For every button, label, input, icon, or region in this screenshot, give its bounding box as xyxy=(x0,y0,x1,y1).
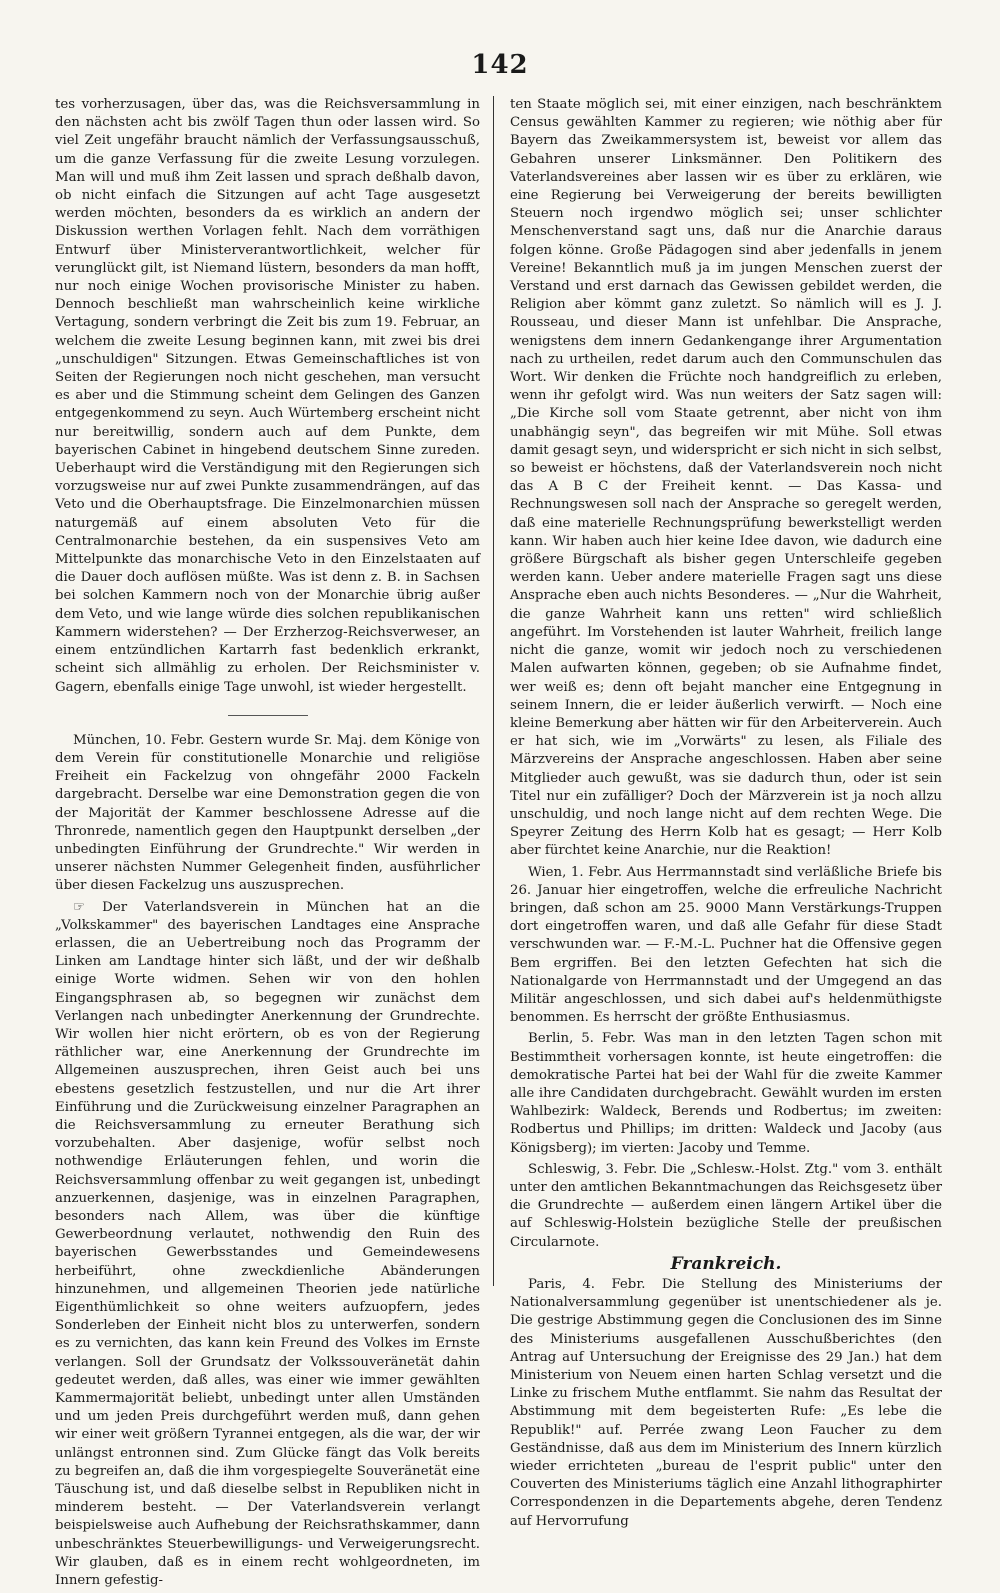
separator-rule xyxy=(228,715,308,716)
column-divider xyxy=(493,96,494,1286)
article-vaterlandsverein: ☞ Der Vaterlandsverein in München hat an die „Volkskammer" des bayerischen Landtages eine Ansprache erlassen, die an Uebertreibung noch das Programm der Linken am Landtage hinter sich läßt, und der wir deßhalb einige Worte widmen. Sehen wir von den hohlen Eingangsphrasen ab, so begegnen wir zunächst dem Verlangen nach unbedingter Anerkennung der Grundrechte. Wir wollen hier nicht erörtern, ob es von der Regierung räthlicher war, eine Anerkennung der Grundrechte im Allgemeinen auszusprechen, ihren Geist auch bei uns ebestens gesetzlich festzustellen, und nur die Art ihrer Einführung und die Zurückweisung einzelner Paragraphen an die Reichsversammlung zu erneuter Berathung sich vorzubehalten. Aber dasjenige, wofür selbst noch nothwendige Erläuterungen fehlen, und worin die Reichsversammlung offenbar zu weit gegangen ist, unbedingt anzuerkennen, dasjenige, was in einzelnen Paragraphen, besonders nach Allem, was über die künftige Gewerbeordnung verlautet, nothwendig den Ruin des bayerischen Gewerbsstandes und Gemeindewesens herbeiführt, ohne zweckdienliche Abänderungen hinzunehmen, und allgemeinen Theorien jede natürliche Eigenthümlichkeit so ohne weiters aufzuopfern, jedes Sonderleben der Einheit nicht blos zu unterwerfen, sondern es zu vernichten, das kann kein Freund des Volkes im Ernste verlangen. Soll der Grundsatz der Volkssouveränetät dahin gedeutet werden, daß alles, was einer wie immer gewählten Kammermajorität beliebt, unbedingt unter allen Umständen und um jeden Preis durchgeführt werden muß, dann gehen wir einer weit größern Tyrannei entgegen, als die war, der wir unlängst entronnen sind. Zum Glücke fängt das Volk bereits zu begreifen an, daß die ihm vorgespiegelte Souveränetät eine Täuschung ist, und daß dieselbe selbst in Republiken nicht in minderem besteht. — Der Vaterlandsverein verlangt beispielsweise auch Aufhebung der Reichsrathskammer, dann unbeschränktes Steuerbewilligungs- und Verweigerungsrecht. Wir glauben, daß es in einem recht wohlgeordneten, im Innern gefestig- xyxy=(55,899,480,1589)
article-continuation: tes vorherzusagen, über das, was die Reichsversammlung in den nächsten acht bis zwölf Tagen thun oder lassen wird. So viel Zeit ungefähr braucht nämlich der Verfassungsausschuß, um die ganze Verfassung für die zweite Lesung vorzulegen. Man will und muß ihm Zeit lassen und sprach deßhalb davon, ob nicht einfach die Sitzungen auf acht Tage ausgesetzt werden möchten, besonders da es wirklich an andern der Diskussion werthen Vorlagen fehlt. Nach dem vorräthigen Entwurf über Ministerverantwortlichkeit, welcher für verunglückt gilt, ist Niemand lüstern, besonders da man hofft, nur noch einige Wochen provisorische Minister zu haben. Dennoch beschließt man wahrscheinlich keine wirkliche Vertagung, sondern verbringt die Zeit bis zum 19. Februar, an welchem die zweite Lesung beginnen kann, mit zwei bis drei „unschuldigen" Sitzungen. Etwas Gemeinschaftliches ist von Seiten der Regierungen noch nicht geschehen, man versucht es aber und die Stimmung scheint dem Gelingen des Ganzen entgegenkommend zu seyn. Auch Würtemberg erscheint nicht nur bereitwillig, sondern auch auf dem Punkte, dem bayerischen Cabinet in hingebend deutschem Sinne zureden. Ueberhaupt wird die Verständigung mit den Regierungen sich vorzugsweise nur auf zwei Punkte zusammendrängen, auf das Veto und die Oberhauptsfrage. Die Einzelmonarchien müssen naturgemäß auf einem absoluten Veto für die Centralmonarchie bestehen, da ein suspensives Veto am Mittelpunkte das monarchische Veto in den Einzelstaaten auf die Dauer doch auflösen müßte. Was ist denn z. B. in Sachsen bei solchen Kammern noch von der Monarchie übrig außer dem Veto, und wie lange würde dies solchen republikanischen Kammern widerstehen? — Der Erzherzog-Reichsverweser, an einem entzündlichen Kartarrh fast bedenklich erkrankt, scheint sich allmählig zu erholen. Der Reichsminister v. Gagern, ebenfalls einige Tage unwohl, ist wieder hergestellt. xyxy=(55,97,480,695)
left-column xyxy=(55,96,480,1593)
article-munich: München, 10. Febr. Gestern wurde Sr. Maj. dem Könige von dem Verein für constitutionelle Monarchie und religiöse Freiheit ein Fackelzug von ohngefähr 2000 Fackeln dargebracht. Derselbe war eine Demonstration gegen die von der Majorität der Kammer beschlossene Adresse auf die Thronrede, namentlich gegen den Hauptpunkt derselben „der unbedingten Einführung der Grundrechte." Wir werden in unserer nächsten Nummer Gelegenheit finden, ausführlicher über diesen Fackelzug uns auszusprechen. xyxy=(55,732,480,894)
section-heading-france: Frankreich. xyxy=(670,1253,782,1274)
page-number: 142 xyxy=(471,50,529,80)
article-berlin: Berlin, 5. Febr. Was man in den letzten Tagen schon mit Bestimmtheit vorhersagen konnte, ist heute eingetroffen: die demokratische Partei hat bei der Wahl für die zweite Kammer alle ihre Candidaten durchgebracht. Gewählt wurden im ersten Wahlbezirk: Waldeck, Berends und Rodbertus; im zweiten: Rodbertus und Phillips; im dritten: Waldeck und Jacoby (aus Königsberg); im vierten: Jacoby und Temme. xyxy=(510,1031,942,1156)
article-schleswig: Schleswig, 3. Febr. Die „Schlesw.-Holst. Ztg." vom 3. enthält unter den amtlichen Bekanntmachungen das Reichsgesetz über die Grundrechte — außerdem einen längern Artikel über die auf Schleswig-Holstein bezügliche Stelle der preußischen Circularnote. xyxy=(510,1161,942,1250)
article-vienna: Wien, 1. Febr. Aus Herrmannstadt sind verläßliche Briefe bis 26. Januar hier eingetroffen, welche die erfreuliche Nachricht bringen, daß schon am 25. 9000 Mann Verstärkungs-Truppen dort eingetroffen waren, und daß alle Gefahr für diese Stadt verschwunden war. — F.-M.-L. Puchner hat die Offensive gegen Bem ergriffen. Bei den letzten Gefechten hat sich die Nationalgarde von Herrmannstadt und der Umgegend an das Militär angeschlossen, und sich dabei auf's heldenmüthigste benommen. Es herrscht der größte Enthusiasmus. xyxy=(510,864,942,1026)
article-paris: Paris, 4. Febr. Die Stellung des Ministeriums der Nationalversammlung gegenüber ist unentschiedener als je. Die gestrige Abstimmung gegen die Conclusionen des im Sinne des Ministeriums ausgefallenen Ausschußberichtes (den Antrag auf Untersuchung der Ereignisse des 29 Jan.) hat dem Ministerium von Neuem einen harten Schlag versetzt und die Linke zu frischem Muthe entflammt. Sie nahm das Resultat der Abstimmung mit dem begeisterten Rufe: „Es lebe die Republik!" auf. Perrée zwang Leon Faucher zu dem Geständnisse, daß aus dem im Ministerium des Innern kürzlich wieder errichteten „bureau de l'esprit public" unter den Couverten des Ministeriums täglich eine Anzahl lithographirter Correspondenzen in die Departements abgehe, deren Tendenz auf Hervorrufung xyxy=(510,1277,942,1529)
article-vaterlandsverein-continued: ten Staate möglich sei, mit einer einzigen, nach beschränktem Census gewählten Kammer zu regieren; wie nöthig aber für Bayern das Zweikammersystem ist, beweist vor allem das Gebahren unserer Linksmänner. Den Politikern des Vaterlandsvereines aber lassen wir es über zu erklären, wie eine Regierung bei Verweigerung der bereits bewilligten Steuern noch irgendwo möglich sei; unser schlichter Menschenverstand sagt uns, daß nur die Anarchie daraus folgen könne. Große Pädagogen sind aber jedenfalls in jenem Vereine! Bekanntlich muß ja im jungen Menschen zuerst der Verstand und erst darnach das Gewissen gebildet werden, die Religion aber kömmt ganz zuletzt. So nämlich will es J. J. Rousseau, und dieser Mann ist unfehlbar. Die Ansprache, wenigstens dem innern Gedankengange ihrer Argumentation nach zu urtheilen, redet darum auch den Communschulen das Wort. Wir denken die Früchte noch handgreiflich zu erleben, wenn ihr gefolgt wird. Was nun weiters der Satz sagen will: „Die Kirche soll vom Staate getrennt, aber nicht von ihm unabhängig seyn", das begreifen wir mit Mühe. Soll etwas damit gesagt seyn, und widerspricht er sich nicht in sich selbst, so beweist er höchstens, daß der Vaterlandsverein noch nicht das A B C der Freiheit kennt. — Das Kassa- und Rechnungswesen soll nach der Ansprache so geregelt werden, daß eine materielle Rechnungsprüfung bewerkstelligt werden kann. Wir haben auch hier keine Idee davon, wie dadurch eine größere Bürgschaft als bisher gegen Unterschleife gegeben werden kann. Ueber andere materielle Fragen sagt uns diese Ansprache eben auch nichts Besonderes. — „Nur die Wahrheit, die ganze Wahrheit kann uns retten" wird schließlich angeführt. Im Vorstehenden ist lauter Wahrheit, freilich lange nicht die ganze, womit wir jedoch noch zu verschiedenen Malen aufwarten können, gegeben; ob sie Aufnahme findet, wer weiß es; denn oft bejaht mancher eine Entgegnung in seinem Innern, die er leider äußerlich verwirft. — Noch eine kleine Bemerkung aber hätten wir für den Arbeiterverein. Auch er hat sich, wie im „Vorwärts" zu lesen, als Filiale des Märzvereins der Ansprache angeschlossen. Haben aber seine Mitglieder auch gewußt, was sie dadurch thun, oder ist sein Titel nur ein zufälliger? Doch der Märzverein ist ja noch allzu unschuldig, und noch lange nicht auf dem rechten Wege. Die Speyrer Zeitung des Herrn Kolb hat es gesagt; — Herr Kolb aber fürchtet keine Anarchie, nur die Reaktion! xyxy=(510,97,942,859)
right-column xyxy=(510,96,942,1534)
